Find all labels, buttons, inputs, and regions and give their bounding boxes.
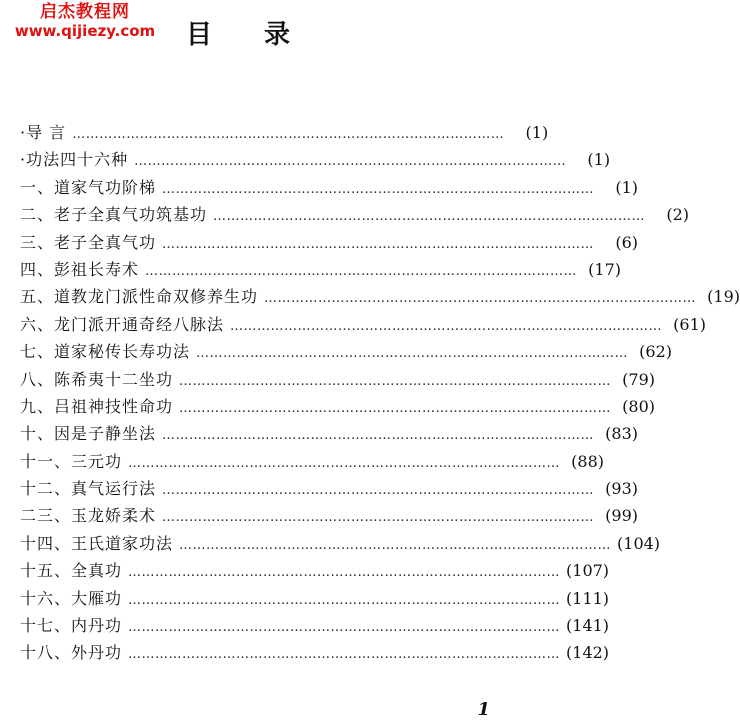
- leader-dots: ……………………………………………………………………………………: [179, 537, 612, 553]
- toc-entry[interactable]: [20, 257, 622, 284]
- toc-entry-page: (62): [639, 342, 673, 362]
- watermark-url: www.qijiezy.com: [14, 22, 156, 41]
- page-title: 目录: [186, 20, 343, 50]
- toc-entry[interactable]: [20, 558, 610, 585]
- toc-entry-page: (17): [588, 259, 622, 279]
- toc-entry[interactable]: [20, 586, 610, 613]
- toc-entry-page: (83): [605, 424, 639, 444]
- toc-entry[interactable]: [20, 613, 610, 640]
- toc-entry-page: (93): [605, 479, 639, 499]
- table-of-contents: [20, 120, 740, 668]
- leader-dots: ……………………………………………………………………………………: [162, 236, 595, 252]
- toc-entry[interactable]: [20, 503, 639, 530]
- toc-entry[interactable]: [20, 230, 639, 257]
- leader-dots: ……………………………………………………………………………………: [128, 565, 561, 581]
- leader-dots: ……………………………………………………………………………………: [230, 318, 663, 334]
- toc-entry[interactable]: [20, 394, 656, 421]
- toc-entry-page: (88): [571, 451, 605, 471]
- toc-entry[interactable]: [20, 339, 673, 366]
- leader-dots: ……………………………………………………………………………………: [264, 291, 697, 307]
- toc-entry-label: 十七、内丹功: [20, 616, 123, 636]
- leader-dots: ……………………………………………………………………………………: [213, 209, 646, 225]
- toc-entry[interactable]: [20, 640, 610, 667]
- toc-entry[interactable]: [20, 476, 639, 503]
- toc-entry-label: 一、道家气功阶梯: [20, 177, 157, 197]
- toc-entry-page: (1): [615, 177, 639, 197]
- leader-dots: ……………………………………………………………………………………: [134, 154, 567, 170]
- toc-entry-page: (104): [617, 533, 661, 553]
- watermark-logo: [0, 2, 170, 40]
- leader-dots: ……………………………………………………………………………………: [179, 373, 612, 389]
- toc-entry[interactable]: [20, 147, 611, 174]
- toc-entry[interactable]: [20, 120, 549, 147]
- toc-entry-label: 五、道教龙门派性命双修养生功: [20, 287, 259, 307]
- toc-entry-page: (2): [666, 205, 690, 225]
- toc-entry-page: (6): [615, 232, 639, 252]
- toc-entry-label: 四、彭祖长寿术: [20, 259, 140, 279]
- toc-entry-label: 七、道家秘传长寿功法: [20, 342, 191, 362]
- leader-dots: ……………………………………………………………………………………: [162, 181, 595, 197]
- toc-entry[interactable]: [20, 312, 707, 339]
- toc-entry-page: (79): [622, 369, 656, 389]
- leader-dots: ……………………………………………………………………………………: [72, 127, 505, 142]
- toc-entry-page: (1): [587, 150, 611, 170]
- toc-entry[interactable]: [20, 175, 639, 202]
- toc-entry-label: ·功法四十六种: [20, 150, 129, 170]
- toc-entry-label: 十四、王氏道家功法: [20, 533, 174, 553]
- toc-entry-page: (19): [707, 287, 740, 307]
- leader-dots: ……………………………………………………………………………………: [128, 455, 561, 471]
- toc-entry-label: 十一、三元功: [20, 451, 123, 471]
- watermark-site-name: 启杰教程网: [40, 2, 130, 22]
- toc-entry[interactable]: [20, 449, 605, 476]
- toc-entry-label: 二、老子全真气功筑基功: [20, 205, 208, 225]
- toc-entry-label: 十二、真气运行法: [20, 479, 157, 499]
- leader-dots: ……………………………………………………………………………………: [128, 620, 561, 636]
- toc-entry-page: (111): [566, 588, 610, 608]
- leader-dots: ……………………………………………………………………………………: [128, 647, 561, 663]
- toc-entry-page: (61): [673, 314, 707, 334]
- toc-entry-page: (1): [525, 123, 549, 142]
- leader-dots: ……………………………………………………………………………………: [145, 263, 578, 279]
- toc-entry-label: ·导 言: [20, 123, 67, 142]
- toc-entry-page: (142): [566, 643, 610, 663]
- toc-entry-label: 十五、全真功: [20, 561, 123, 581]
- toc-entry[interactable]: [20, 202, 690, 229]
- toc-entry-label: 十、因是子静坐法: [20, 424, 157, 444]
- page-number: 1: [477, 699, 490, 720]
- leader-dots: ……………………………………………………………………………………: [162, 510, 595, 526]
- toc-entry-page: (80): [622, 396, 656, 416]
- leader-dots: ……………………………………………………………………………………: [128, 592, 561, 608]
- toc-entry-label: 六、龙门派开通奇经八脉法: [20, 314, 225, 334]
- leader-dots: ……………………………………………………………………………………: [162, 428, 595, 444]
- toc-entry-label: 二三、玉龙娇柔术: [20, 506, 157, 526]
- toc-entry[interactable]: [20, 367, 656, 394]
- toc-entry-page: (99): [605, 506, 639, 526]
- leader-dots: ……………………………………………………………………………………: [196, 346, 629, 362]
- toc-entry[interactable]: [20, 421, 639, 448]
- toc-entry-label: 三、老子全真气功: [20, 232, 157, 252]
- toc-entry-label: 十六、大雁功: [20, 588, 123, 608]
- toc-entry-label: 十八、外丹功: [20, 643, 123, 663]
- toc-entry[interactable]: [20, 531, 661, 558]
- leader-dots: ……………………………………………………………………………………: [162, 483, 595, 499]
- toc-entry-page: (141): [566, 616, 610, 636]
- toc-entry-label: 九、吕祖神技性命功: [20, 396, 174, 416]
- toc-entry[interactable]: [20, 284, 740, 311]
- leader-dots: ……………………………………………………………………………………: [179, 400, 612, 416]
- toc-entry-label: 八、陈希夷十二坐功: [20, 369, 174, 389]
- toc-entry-page: (107): [566, 561, 610, 581]
